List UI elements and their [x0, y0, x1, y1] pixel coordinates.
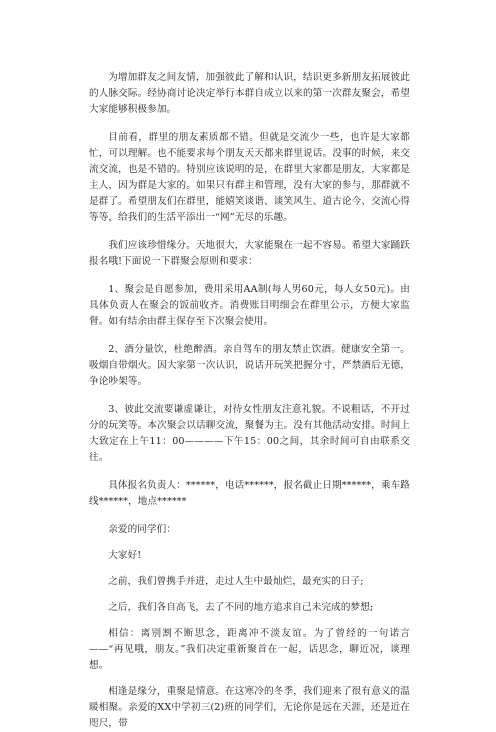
paragraph-greeting: 大家好! — [108, 550, 142, 561]
paragraph-before: 之前，我们曾携手并进，走过人生中最灿烂，最充实的日子; — [108, 576, 364, 587]
paragraph-rules-intro: 我们应该珍惜缘分。天地很大，大家能聚在一起不容易。希望大家踊跃报名哦!下面说一下群聚会原则和要求： — [89, 240, 410, 267]
paragraph-contact: 具体报名负责人：******，电话******，报名截止日期******，乘车路线******，地点****** — [89, 480, 410, 507]
paragraph-believe: 相信：离别割不断思念，距离冲不淡友谊。为了曾经的一句诺言——“再见哦，朋友。”我们决定重新聚首在一起，话思念，聊近况，谈理想。 — [89, 628, 410, 671]
paragraph-reunion: 相逢是缘分，重聚是情意。在这寒冷的冬季，我们迎来了很有意义的温暖相聚。亲爱的XX中学初三(2)班的同学们，无论你是远在天涯，还是近在咫尺，带 — [89, 686, 410, 729]
paragraph-rule-2: 2、酒分量饮，杜绝醉酒。亲自驾车的朋友禁止饮酒。健康安全第一。吸烟自带烟火。因大家第一次认识，说话开玩笑把握分寸，严禁酒后无德，争论吵架等。 — [89, 344, 410, 387]
paragraph-salutation: 亲爱的同学们： — [108, 524, 177, 535]
paragraph-group-status: 目前看，群里的朋友素质都不错。但就是交流少一些，也许是大家都忙，可以理解。也不能要求每个朋友天天都来群里说话。没事的时候，来交流交流，也是不错的。特别应该说明的是，在群里大家都是朋友，大家都是主人，因为群是大家的。如果只有群主和管理，没有大家的参与，那群就不是群了。希望朋友们在群里，能嬉笑谈谐、谈笑风生、道古论今、交流心得等等，给我们的生活平添出一“网”无尽的乐趣。 — [89, 132, 410, 223]
paragraph-after: 之后，我们各自高飞，去了不同的地方追求自己未完成的梦想; — [108, 602, 374, 613]
paragraph-intro: 为增加群友之间友情，加强彼此了解和认识，结识更多新朋友拓展彼此的人脉交际。经协商讨论决定举行本群自成立以来的第一次群友聚会，希望大家能够积极参加。 — [89, 72, 410, 115]
paragraph-rule-1: 1、聚会是自愿参加，费用采用AA制(每人男60元，每人女50元)。由具体负责人在聚会的饭前收齐。消费账目明细会在群里公示，方便大家监督。如有结余由群主保存至下次聚会使用。 — [89, 284, 410, 327]
paragraph-rule-3: 3、彼此交流要谦虚谦让，对待女性朋友注意礼貌。不说粗话，不开过分的玩笑等。本次聚会以话聊交流，聚餐为主。没有其他活动安排。时间上大致定在上午11：00————下午15：00之间，其余时间可自由联系交往。 — [89, 404, 410, 463]
